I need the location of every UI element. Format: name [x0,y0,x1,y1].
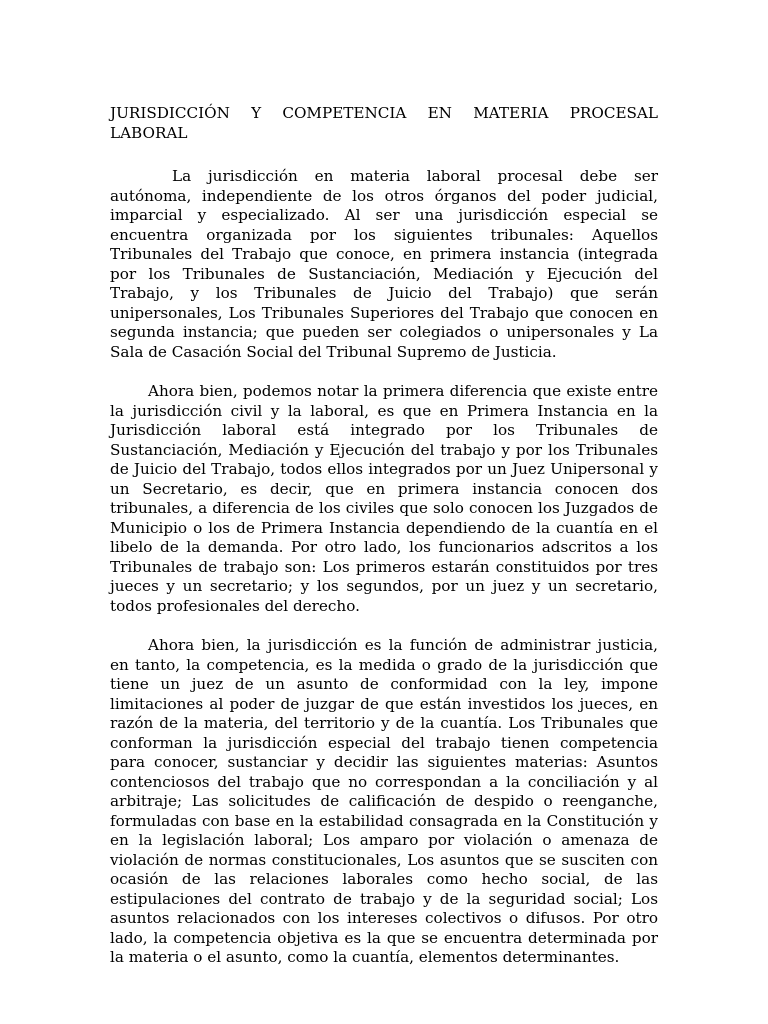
paragraph-1: La jurisdicción en materia laboral procesal debe ser autónoma, independiente de los otros órganos del poder judicial, imparcial y especializado. Al ser una jurisdicción especial se encuentra organizada por los siguientes tribunales: Aquellos Tribunales del Trabajo que conoce, en primera instancia (integrada por los Tribunales de Sustanciación, Mediación y Ejecución del Trabajo, y los Tribunales de Juicio del Trabajo) que serán unipersonales, Los Tribunales Superiores del Trabajo que conocen en segunda instancia; que pueden ser colegiados o unipersonales y La Sala de Casación Social del Tribunal Supremo de Justicia. [110,167,658,361]
document-body [110,104,658,968]
paragraph-3: Ahora bien, la jurisdicción es la función de administrar justicia, en tanto, la competencia, es la medida o grado de la jurisdicción que tiene un juez de un asunto de conformidad con la ley, impone limitaciones al poder de juzgar de que están investidos los jueces, en razón de la materia, del territorio y de la cuantía. Los Tribunales que conforman la jurisdicción especial del trabajo tienen competencia para conocer, sustanciar y decidir las siguientes materias: Asuntos contenciosos del trabajo que no correspondan a la conciliación y al arbitraje; Las solicitudes de calificación de despido o reenganche, formuladas con base en la estabilidad consagrada en la Constitución y en la legislación laboral; Los amparo por violación o amenaza de violación de normas constitucionales, Los asuntos que se susciten con ocasión de las relaciones laborales como hecho social, de las estipulaciones del contrato de trabajo y de la seguridad social; Los asuntos relacionados con los intereses colectivos o difusos. Por otro lado, la competencia objetiva es la que se encuentra determinada por la materia o el asunto, como la cuantía, elementos determinantes. [110,636,658,966]
document-title: JURISDICCIÓN Y COMPETENCIA EN MATERIA PROCESAL LABORAL [110,104,658,142]
paragraph-2: Ahora bien, podemos notar la primera diferencia que existe entre la jurisdicción civil y la laboral, es que en Primera Instancia en la Jurisdicción laboral está integrado por los Tribunales de Sustanciación, Mediación y Ejecución del trabajo y por los Tribunales de Juicio del Trabajo, todos ellos integrados por un Juez Unipersonal y un Secretario, es decir, que en primera instancia conocen dos tribunales, a diferencia de los civiles que solo conocen los Juzgados de Municipio o los de Primera Instancia dependiendo de la cuantía en el libelo de la demanda. Por otro lado, los funcionarios adscritos a los Tribunales de trabajo son: Los primeros estarán constituidos por tres jueces y un secretario; y los segundos, por un juez y un secretario, todos profesionales del derecho. [110,382,658,615]
